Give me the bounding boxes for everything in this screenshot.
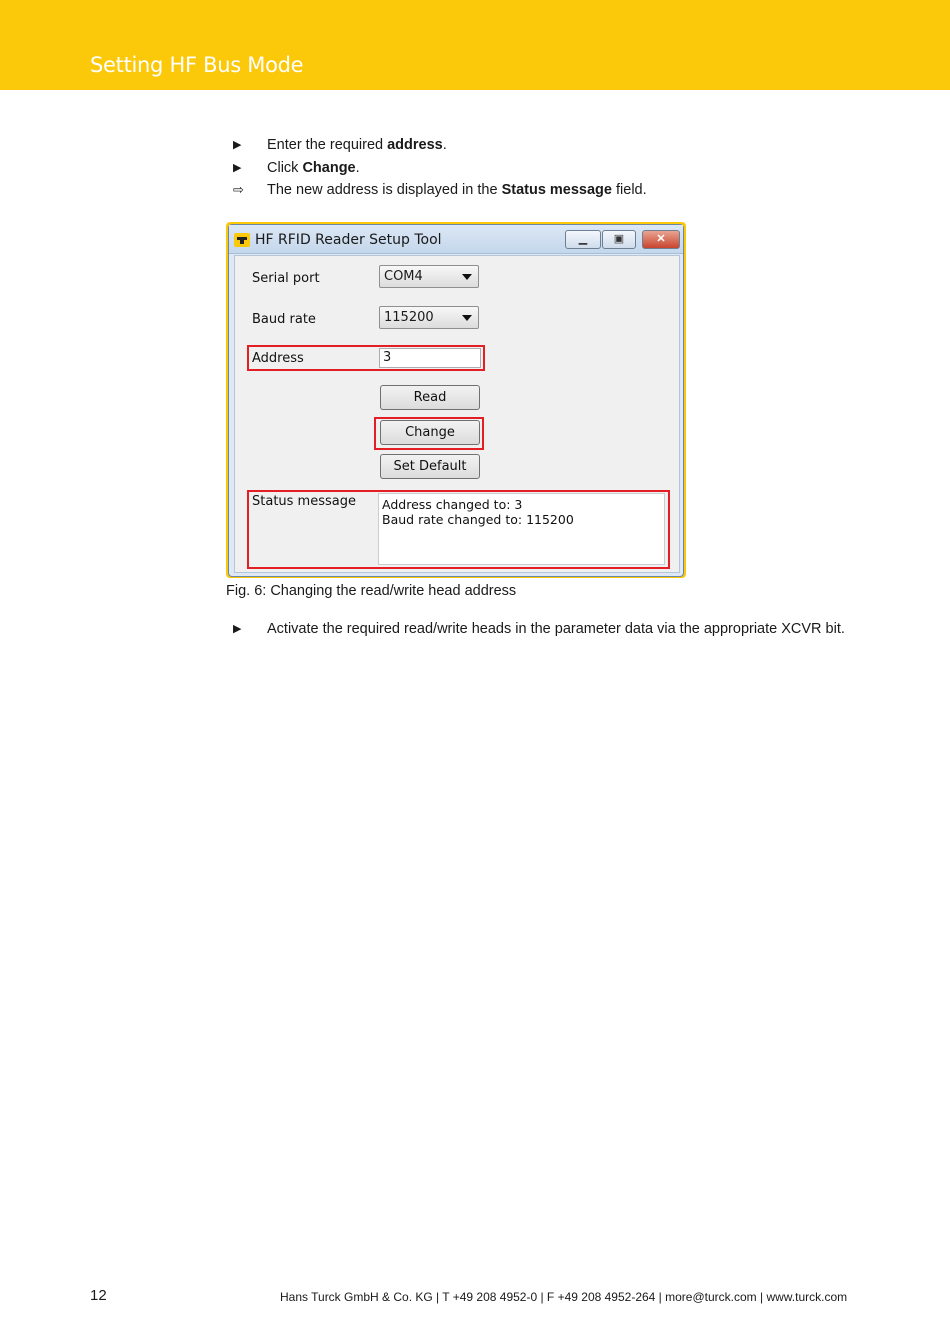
address-label: Address <box>252 351 304 366</box>
step-click-change: ▶ Click Change. <box>233 159 360 176</box>
read-button[interactable]: Read <box>380 385 480 410</box>
chevron-down-icon <box>462 315 472 321</box>
change-button[interactable]: Change <box>380 420 480 445</box>
serial-port-label: Serial port <box>252 271 320 286</box>
page-title: Setting HF Bus Mode <box>90 53 304 77</box>
serial-port-select[interactable]: COM4 <box>379 265 479 288</box>
baud-rate-label: Baud rate <box>252 312 316 327</box>
status-line: Baud rate changed to: 115200 <box>382 512 574 527</box>
address-input[interactable]: 3 <box>379 348 481 368</box>
page-number: 12 <box>90 1287 107 1304</box>
bullet-arrow-icon: ▶ <box>233 623 242 635</box>
chevron-down-icon <box>462 274 472 280</box>
bullet-arrow-icon: ▶ <box>233 161 242 174</box>
window-title: HF RFID Reader Setup Tool <box>255 232 442 248</box>
status-message-label: Status message <box>252 494 356 509</box>
set-default-button[interactable]: Set Default <box>380 454 480 479</box>
minimize-button[interactable]: ▁ <box>565 230 601 249</box>
step-enter-address: ▶ Enter the required address. <box>233 137 447 153</box>
window-client <box>234 255 680 573</box>
window-titlebar[interactable] <box>229 225 683 254</box>
status-line: Address changed to: 3 <box>382 497 523 512</box>
instruction-steps <box>233 136 853 204</box>
footer-contact: Hans Turck GmbH & Co. KG | T +49 208 4952-0 | F +49 208 4952-264 | more@turck.com | www.turck.com <box>280 1290 848 1304</box>
step-result: ⇨ The new address is displayed in the Status message field. <box>233 182 647 198</box>
status-message-field[interactable] <box>378 493 665 565</box>
close-button[interactable]: ✕ <box>642 230 680 249</box>
baud-rate-select[interactable]: 115200 <box>379 306 479 329</box>
bullet-arrow-icon: ▶ <box>233 139 242 151</box>
maximize-button[interactable]: ▣ <box>602 230 636 249</box>
turck-app-icon <box>234 233 250 247</box>
app-window <box>228 224 684 577</box>
result-arrow-icon: ⇨ <box>233 182 244 197</box>
figure-caption: Fig. 6: Changing the read/write head address <box>226 583 517 599</box>
